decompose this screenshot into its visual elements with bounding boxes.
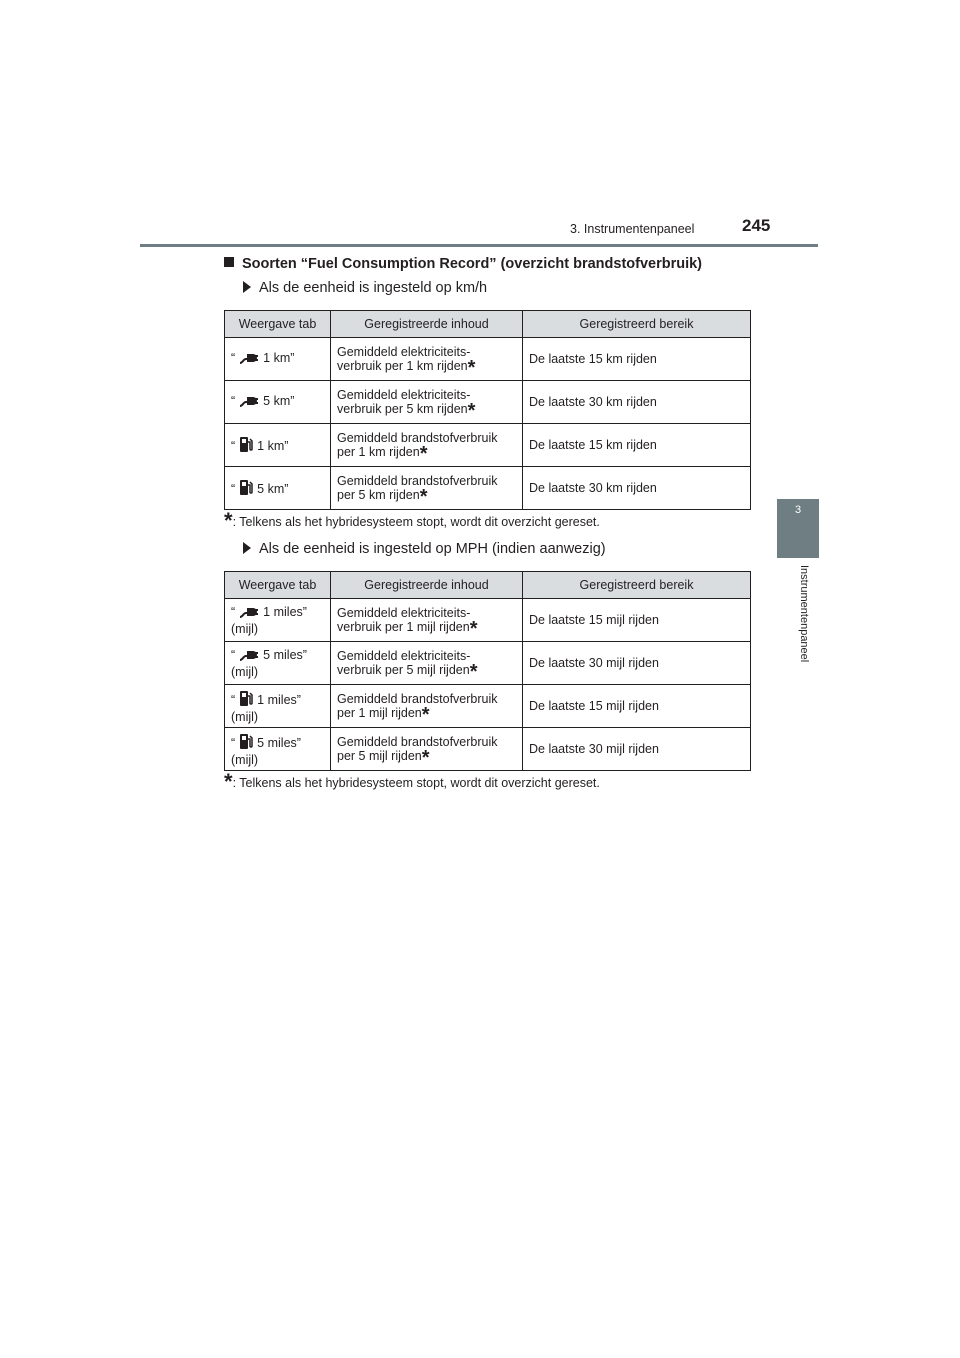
open-quote: “ <box>231 438 236 453</box>
open-quote: “ <box>231 692 236 707</box>
subheading-kmh <box>243 280 487 296</box>
recorded-content-line2: per 5 mijl rijden <box>337 749 422 763</box>
recorded-content-line1: Gemiddeld brandstofverbruik <box>337 692 498 706</box>
table-row <box>225 728 751 771</box>
page-number: 245 <box>742 216 771 235</box>
table-row <box>225 467 751 510</box>
section-heading <box>224 256 702 272</box>
subheading-mph <box>243 541 606 557</box>
display-tab-unit: (mijl) <box>231 709 259 724</box>
table-row <box>225 642 751 685</box>
open-quote: “ <box>231 735 236 750</box>
table-row <box>225 685 751 728</box>
display-tab-label: 5 miles” <box>257 735 301 750</box>
open-quote: “ <box>231 481 236 496</box>
footnote-asterisk: * <box>419 443 428 465</box>
footnote-asterisk: * <box>469 661 478 683</box>
recorded-range-cell: De laatste 30 km rijden <box>523 381 751 424</box>
column-header: Geregistreerde inhoud <box>331 572 523 599</box>
footnote-asterisk: * <box>224 769 233 794</box>
footnote-asterisk: * <box>421 704 430 726</box>
recorded-content-line1: Gemiddeld elektriciteits- <box>337 345 471 359</box>
subheading-mph-text: Als de eenheid is ingesteld op MPH (indien aanwezig) <box>259 541 606 557</box>
footnote-asterisk: * <box>419 486 428 508</box>
display-tab-cell <box>225 424 331 467</box>
table-row <box>225 424 751 467</box>
arrow-right-icon <box>243 542 251 554</box>
footnote-text: : Telkens als het hybridesysteem stopt, wordt dit overzicht gereset. <box>232 515 600 529</box>
open-quote: “ <box>231 604 236 619</box>
display-tab-cell <box>225 338 331 381</box>
display-tab-label: 5 km” <box>257 481 289 496</box>
recorded-range-cell: De laatste 15 km rijden <box>523 338 751 381</box>
fuel-pump-icon <box>239 689 253 710</box>
recorded-content-line1: Gemiddeld brandstofverbruik <box>337 474 498 488</box>
column-header: Weergave tab <box>225 572 331 599</box>
records-table-mph <box>224 571 751 771</box>
recorded-content-cell <box>331 338 523 381</box>
open-quote: “ <box>231 350 236 365</box>
recorded-content-cell <box>331 599 523 642</box>
recorded-content-cell <box>331 467 523 510</box>
display-tab-cell <box>225 685 331 728</box>
recorded-range-cell: De laatste 15 km rijden <box>523 424 751 467</box>
heading-square-icon <box>224 257 234 267</box>
display-tab-label: 1 miles” <box>257 692 301 707</box>
recorded-content-cell <box>331 381 523 424</box>
fuel-pump-icon <box>239 732 253 753</box>
footnote-kmh <box>224 508 600 533</box>
display-tab-cell <box>225 599 331 642</box>
header-divider <box>140 244 818 247</box>
recorded-range-cell: De laatste 15 mijl rijden <box>523 685 751 728</box>
fuel-pump-icon <box>239 478 253 499</box>
open-quote: “ <box>231 647 236 662</box>
footnote-asterisk: * <box>467 357 476 379</box>
display-tab-label: 5 km” <box>263 393 295 408</box>
column-header: Weergave tab <box>225 311 331 338</box>
display-tab-label: 5 miles” <box>263 647 307 662</box>
recorded-content-cell <box>331 685 523 728</box>
recorded-content-cell <box>331 424 523 467</box>
recorded-content-line2: verbruik per 1 km rijden <box>337 359 468 373</box>
chapter-label: Instrumentenpaneel <box>798 565 810 663</box>
recorded-content-line1: Gemiddeld elektriciteits- <box>337 606 471 620</box>
recorded-content-line1: Gemiddeld elektriciteits- <box>337 388 471 402</box>
running-header-section: 3. Instrumentenpaneel <box>570 222 695 236</box>
display-tab-unit: (mijl) <box>231 621 259 636</box>
records-table-kmh <box>224 310 751 510</box>
display-tab-cell <box>225 467 331 510</box>
recorded-range-cell: De laatste 30 mijl rijden <box>523 728 751 771</box>
table-row <box>225 599 751 642</box>
recorded-content-line2: verbruik per 5 km rijden <box>337 402 468 416</box>
recorded-content-line1: Gemiddeld brandstofverbruik <box>337 735 498 749</box>
table-header-row <box>225 311 751 338</box>
display-tab-label: 1 miles” <box>263 604 307 619</box>
column-header: Geregistreerd bereik <box>523 572 751 599</box>
recorded-content-line2: per 1 mijl rijden <box>337 706 422 720</box>
footnote-asterisk: * <box>467 400 476 422</box>
recorded-content-line1: Gemiddeld brandstofverbruik <box>337 431 498 445</box>
footnote-mph <box>224 769 600 794</box>
recorded-range-cell: De laatste 30 mijl rijden <box>523 642 751 685</box>
open-quote: “ <box>231 393 236 408</box>
display-tab-cell <box>225 728 331 771</box>
recorded-range-cell: De laatste 15 mijl rijden <box>523 599 751 642</box>
recorded-content-line1: Gemiddeld elektriciteits- <box>337 649 471 663</box>
electricity-plug-icon <box>239 394 259 411</box>
chapter-number: 3 <box>794 504 802 516</box>
display-tab-cell <box>225 381 331 424</box>
electricity-plug-icon <box>239 351 259 368</box>
fuel-pump-icon <box>239 435 253 456</box>
footnote-asterisk: * <box>224 508 233 533</box>
electricity-plug-icon <box>239 605 259 622</box>
electricity-plug-icon <box>239 648 259 665</box>
subheading-kmh-text: Als de eenheid is ingesteld op km/h <box>259 280 488 296</box>
table-header-row <box>225 572 751 599</box>
recorded-content-line2: per 1 km rijden <box>337 445 420 459</box>
display-tab-label: 1 km” <box>257 438 289 453</box>
recorded-content-line2: verbruik per 1 mijl rijden <box>337 620 470 634</box>
footnote-text: : Telkens als het hybridesysteem stopt, wordt dit overzicht gereset. <box>232 776 600 790</box>
recorded-content-cell <box>331 642 523 685</box>
display-tab-label: 1 km” <box>263 350 295 365</box>
footnote-asterisk: * <box>469 618 478 640</box>
column-header: Geregistreerde inhoud <box>331 311 523 338</box>
chapter-tab <box>777 499 819 558</box>
recorded-content-line2: per 5 km rijden <box>337 488 420 502</box>
recorded-content-cell <box>331 728 523 771</box>
footnote-asterisk: * <box>421 747 430 769</box>
table-row <box>225 381 751 424</box>
column-header: Geregistreerd bereik <box>523 311 751 338</box>
recorded-content-line2: verbruik per 5 mijl rijden <box>337 663 470 677</box>
arrow-right-icon <box>243 281 251 293</box>
recorded-range-cell: De laatste 30 km rijden <box>523 467 751 510</box>
display-tab-cell <box>225 642 331 685</box>
section-heading-text: Soorten “Fuel Consumption Record” (overzicht brandstofverbruik) <box>242 256 703 272</box>
table-row <box>225 338 751 381</box>
display-tab-unit: (mijl) <box>231 752 259 767</box>
display-tab-unit: (mijl) <box>231 664 259 679</box>
